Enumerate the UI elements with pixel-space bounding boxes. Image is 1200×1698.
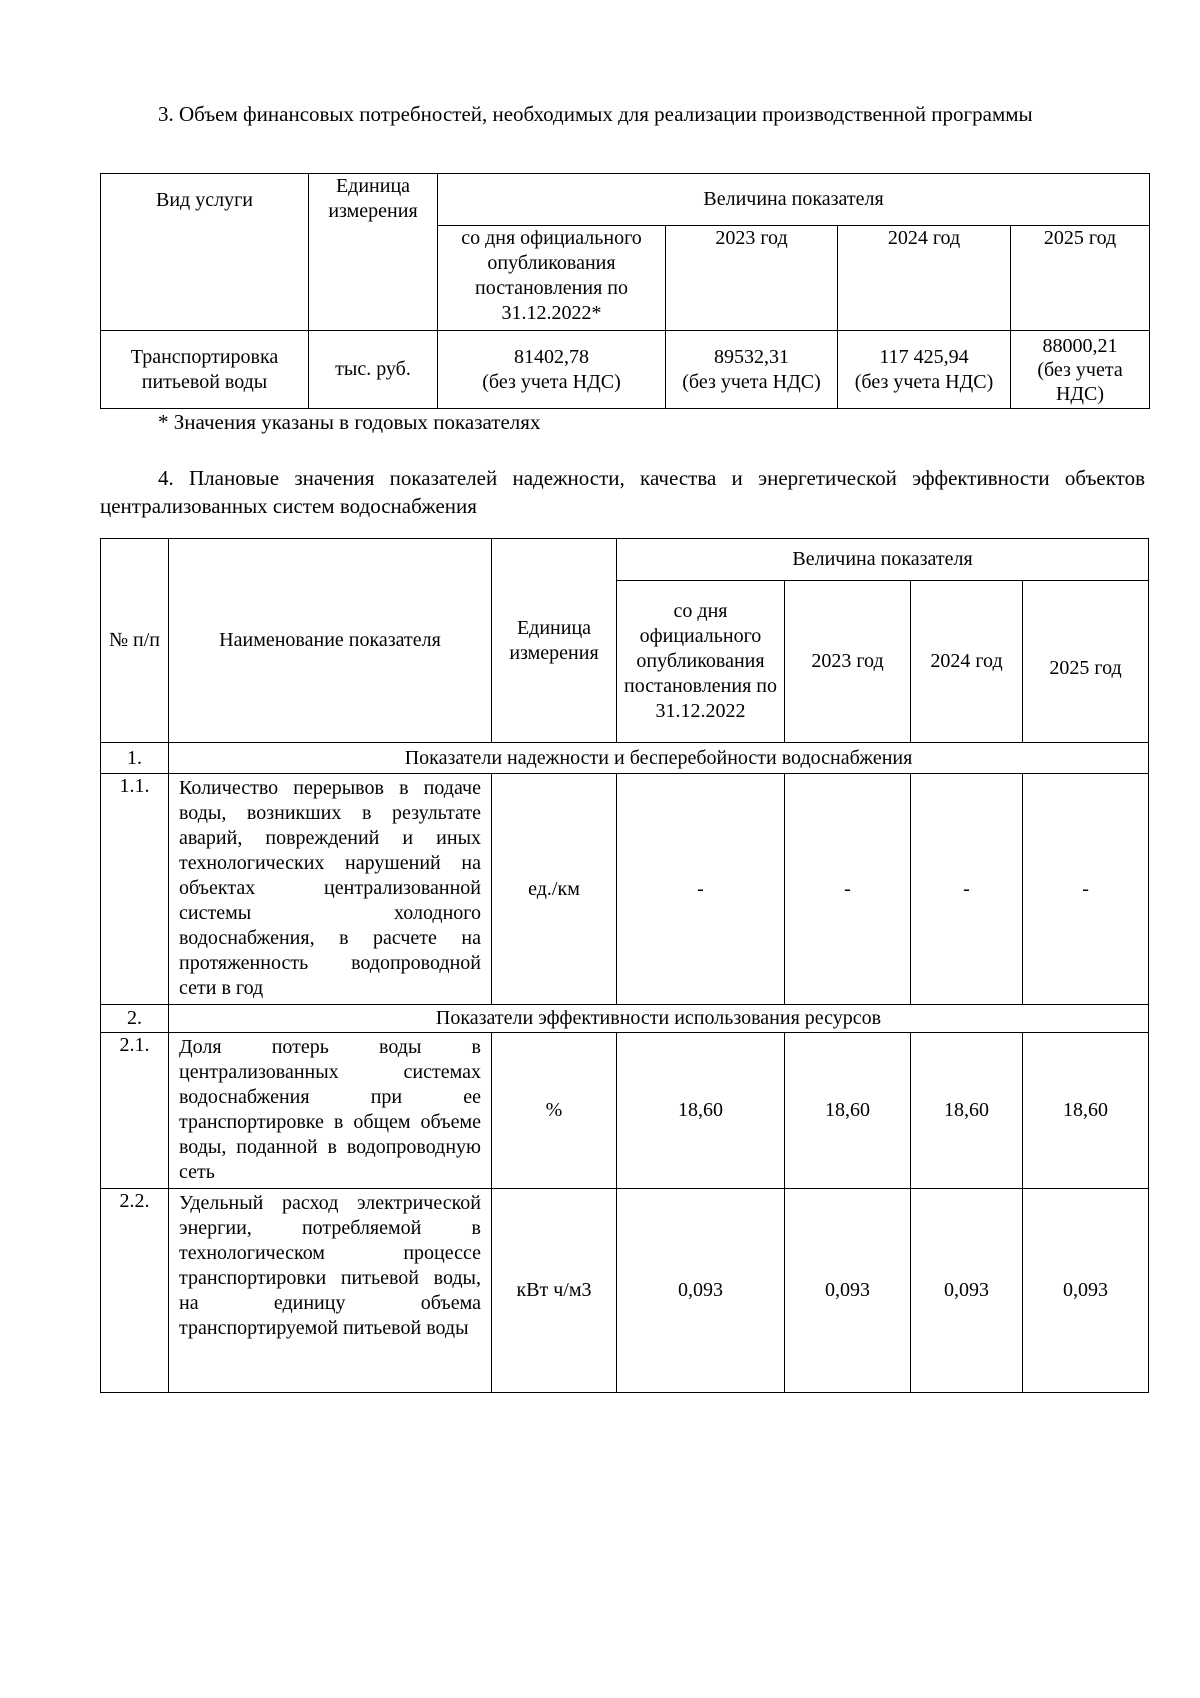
indicator-name: Количество перерывов в подаче воды, возникших в результате аварий, повреждений и иных технологических нарушений на объектах централизованной системы холодного водоснабжения, в расчете на протяженность водопроводной сети в год — [169, 774, 492, 1005]
financial-needs-table — [100, 173, 1150, 409]
group-row — [101, 1005, 1149, 1033]
group-title: Показатели эффективности использования ресурсов — [169, 1005, 1149, 1033]
section-3-heading: 3. Объем финансовых потребностей, необходимых для реализации производственной программы — [158, 102, 1033, 126]
period-header-2024: 2024 год — [911, 581, 1023, 743]
value-cell: - — [911, 774, 1023, 1005]
table-row — [101, 1033, 1149, 1189]
section-4-heading: 4. Плановые значения показателей надежности, качества и энергетической эффективности объектов централизованных систем водоснабжения — [100, 466, 1145, 518]
footnote: * Значения указаны в годовых показателях — [158, 410, 541, 434]
value-cell: 18,60 — [911, 1033, 1023, 1189]
value-cell: - — [1023, 774, 1149, 1005]
period-header-2022: со дня официального опубликования постановления по 31.12.2022* — [438, 226, 666, 331]
col-header-service: Вид услуги — [101, 174, 309, 331]
unit-cell: % — [492, 1033, 617, 1189]
value-cell: - — [617, 774, 785, 1005]
value-cell: 18,60 — [617, 1033, 785, 1189]
period-header-2023: 2023 год — [666, 226, 838, 331]
unit-cell: тыс. руб. — [309, 331, 438, 409]
row-num: 2.2. — [101, 1189, 169, 1393]
value-cell — [838, 331, 1011, 409]
col-header-value: Величина показателя — [438, 174, 1150, 226]
group-num: 1. — [101, 743, 169, 774]
period-header-2024: 2024 год — [838, 226, 1011, 331]
value-cell: 18,60 — [785, 1033, 911, 1189]
value-cell: 0,093 — [617, 1189, 785, 1393]
indicator-name: Доля потерь воды в централизованных системах водоснабжения при ее транспортировке в общем объеме воды, поданной в водопроводную сеть — [169, 1033, 492, 1189]
row-num: 1.1. — [101, 774, 169, 1005]
unit-cell: кВт ч/м3 — [492, 1189, 617, 1393]
period-header-2025: 2025 год — [1011, 226, 1150, 331]
value-number: 117 425,94 — [879, 345, 969, 368]
value-cell: 0,093 — [785, 1189, 911, 1393]
period-header-2022: со дня официального опубликования постановления по 31.12.2022 — [617, 581, 785, 743]
period-header-2023: 2023 год — [785, 581, 911, 743]
value-number: 88000,21 — [1042, 334, 1118, 357]
period-header-2025: 2025 год — [1023, 581, 1149, 743]
service-name: Транспортировка питьевой воды — [101, 331, 309, 409]
value-cell — [1011, 331, 1150, 409]
value-cell — [666, 331, 838, 409]
table-row — [101, 774, 1149, 1005]
col-header-num: № п/п — [101, 539, 169, 743]
col-header-value: Величина показателя — [617, 539, 1149, 581]
col-header-name: Наименование показателя — [169, 539, 492, 743]
value-cell: - — [785, 774, 911, 1005]
unit-cell: ед./км — [492, 774, 617, 1005]
value-number: 89532,31 — [714, 345, 789, 368]
table-row — [101, 331, 1150, 409]
vat-note: (без учета НДС) — [682, 370, 821, 393]
value-cell — [438, 331, 666, 409]
indicators-table — [100, 538, 1149, 1393]
indicator-name: Удельный расход электрической энергии, потребляемой в технологическом процессе транспортировки питьевой воды, на единицу объема транспортируемой питьевой воды — [169, 1189, 492, 1393]
value-cell: 0,093 — [1023, 1189, 1149, 1393]
group-title: Показатели надежности и бесперебойности водоснабжения — [169, 743, 1149, 774]
group-row — [101, 743, 1149, 774]
vat-note: (без учета НДС) — [854, 370, 994, 393]
row-num: 2.1. — [101, 1033, 169, 1189]
col-header-unit: Единица измерения — [309, 174, 438, 331]
value-cell: 0,093 — [911, 1189, 1023, 1393]
vat-note: (без учета НДС) — [1037, 358, 1123, 405]
group-num: 2. — [101, 1005, 169, 1033]
table-row — [101, 1189, 1149, 1393]
col-header-unit: Единица измерения — [492, 539, 617, 743]
value-cell: 18,60 — [1023, 1033, 1149, 1189]
vat-note: (без учета НДС) — [482, 370, 621, 393]
value-number: 81402,78 — [514, 345, 589, 368]
